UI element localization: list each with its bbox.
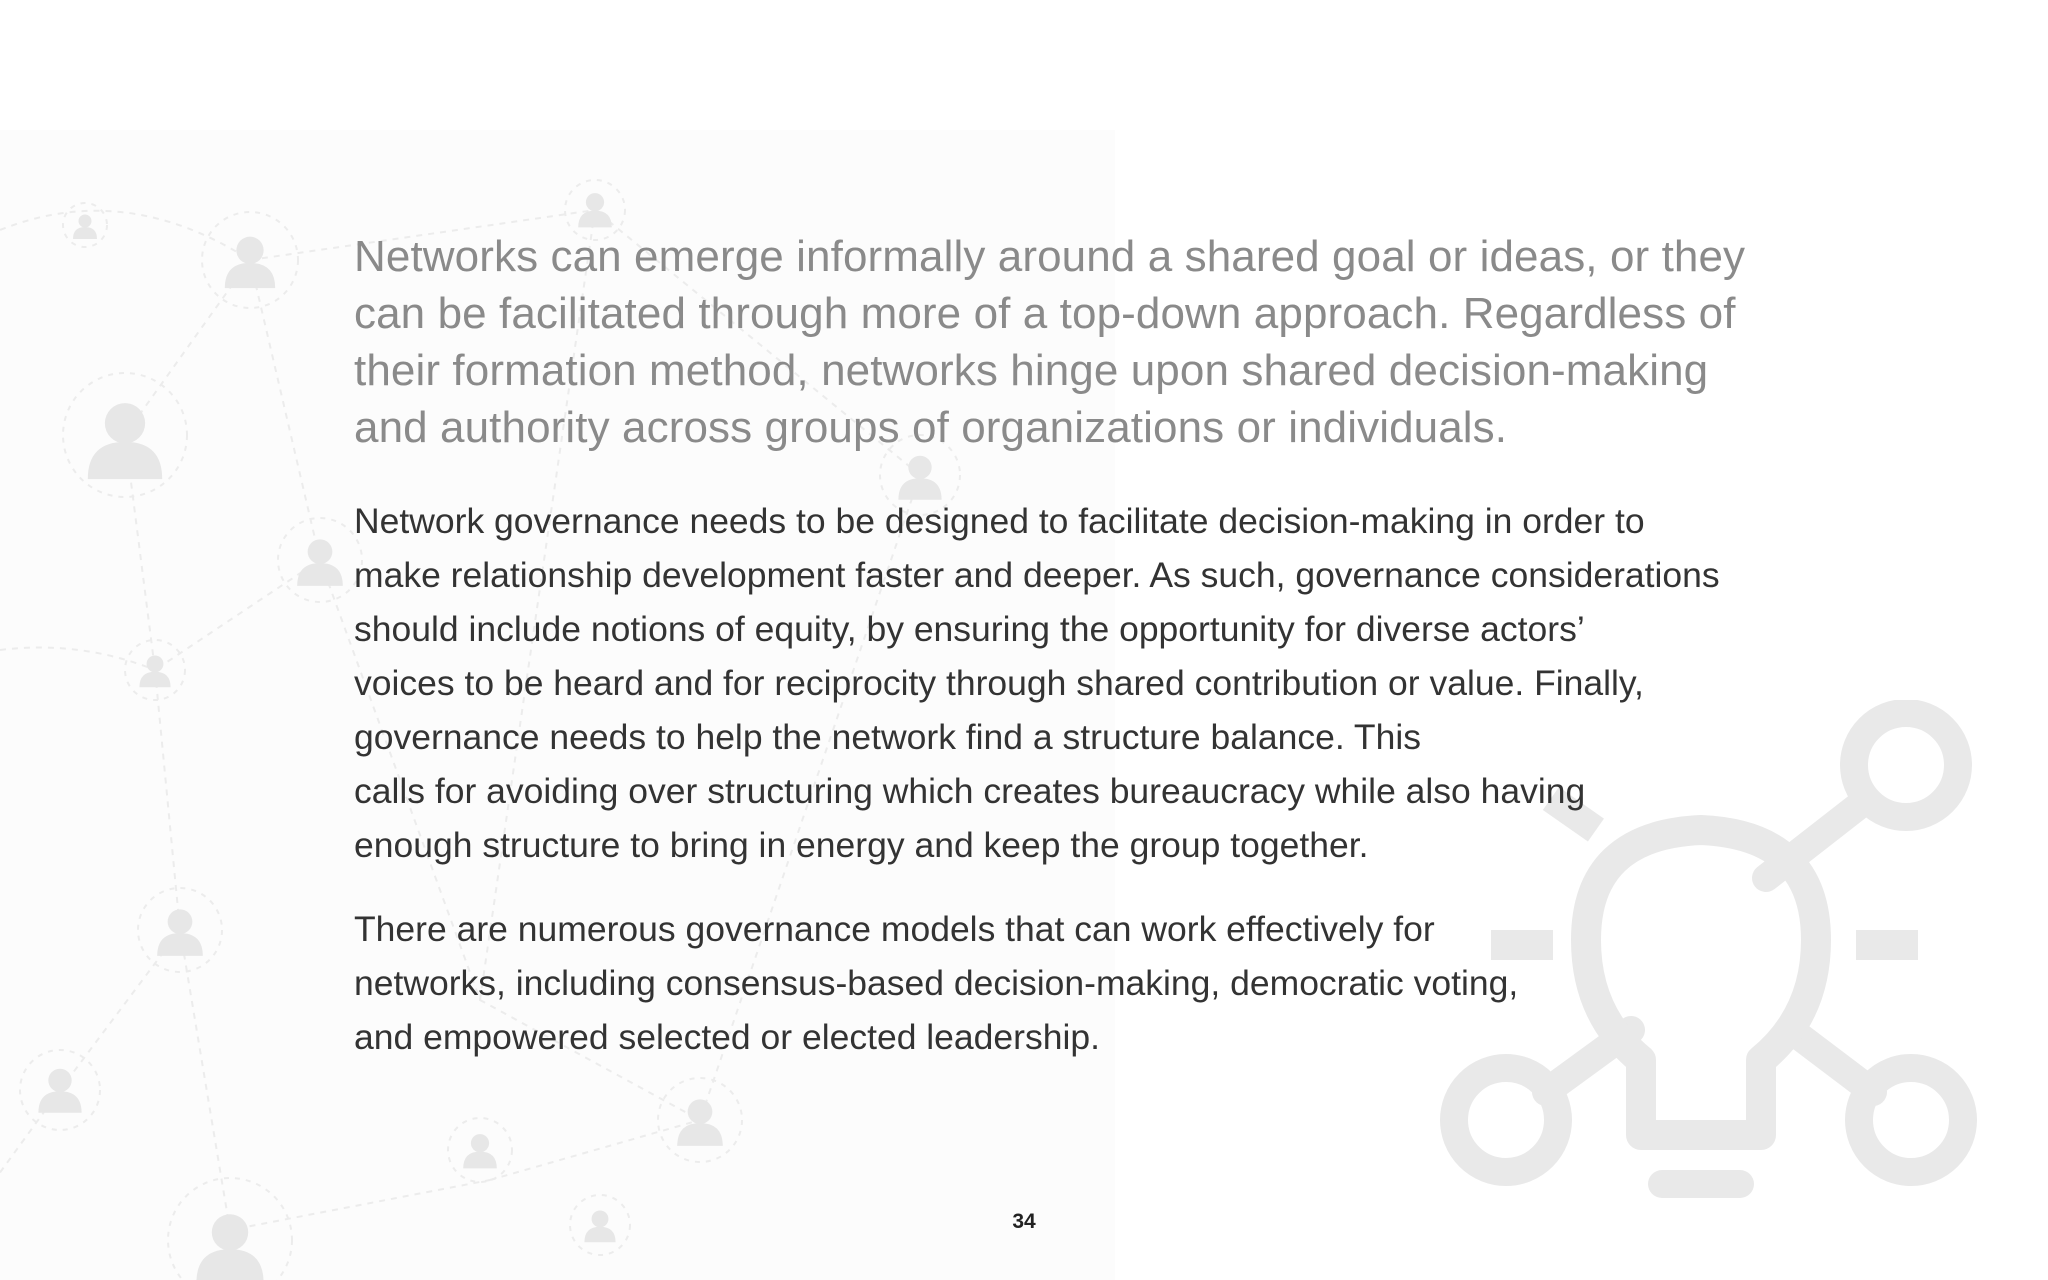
governance-paragraph [354, 494, 1774, 872]
text-line: enough structure to bring in energy and keep the group together. [354, 825, 1369, 865]
text-line: voices to be heard and for reciprocity through shared contribution or value. Finally, [354, 663, 1644, 703]
main-content [354, 228, 1774, 1094]
text-line: Network governance needs to be designed to facilitate decision-making in order to [354, 501, 1645, 541]
text-line: calls for avoiding over structuring which creates bureaucracy while also having [354, 771, 1586, 811]
text-line: and empowered selected or elected leadership. [354, 1017, 1100, 1057]
text-line: networks, including consensus-based decision-making, democratic voting, [354, 963, 1519, 1003]
lead-paragraph: Networks can emerge informally around a shared goal or ideas, or they can be facilitated through more of a top-down approach. Regardless of their formation method, networks hinge upon shared decision-making and authority across groups of organizations or individuals. [354, 232, 1746, 452]
text-line: should include notions of equity, by ensuring the opportunity for diverse actors’ [354, 609, 1585, 649]
page-number: 34 [1012, 1210, 1036, 1233]
text-line: There are numerous governance models that can work effectively for [354, 909, 1435, 949]
text-line: make relationship development faster and deeper. As such, governance considerations [354, 555, 1720, 595]
governance-models-paragraph [354, 902, 1774, 1064]
text-line: governance needs to help the network find a structure balance. This [354, 717, 1421, 757]
